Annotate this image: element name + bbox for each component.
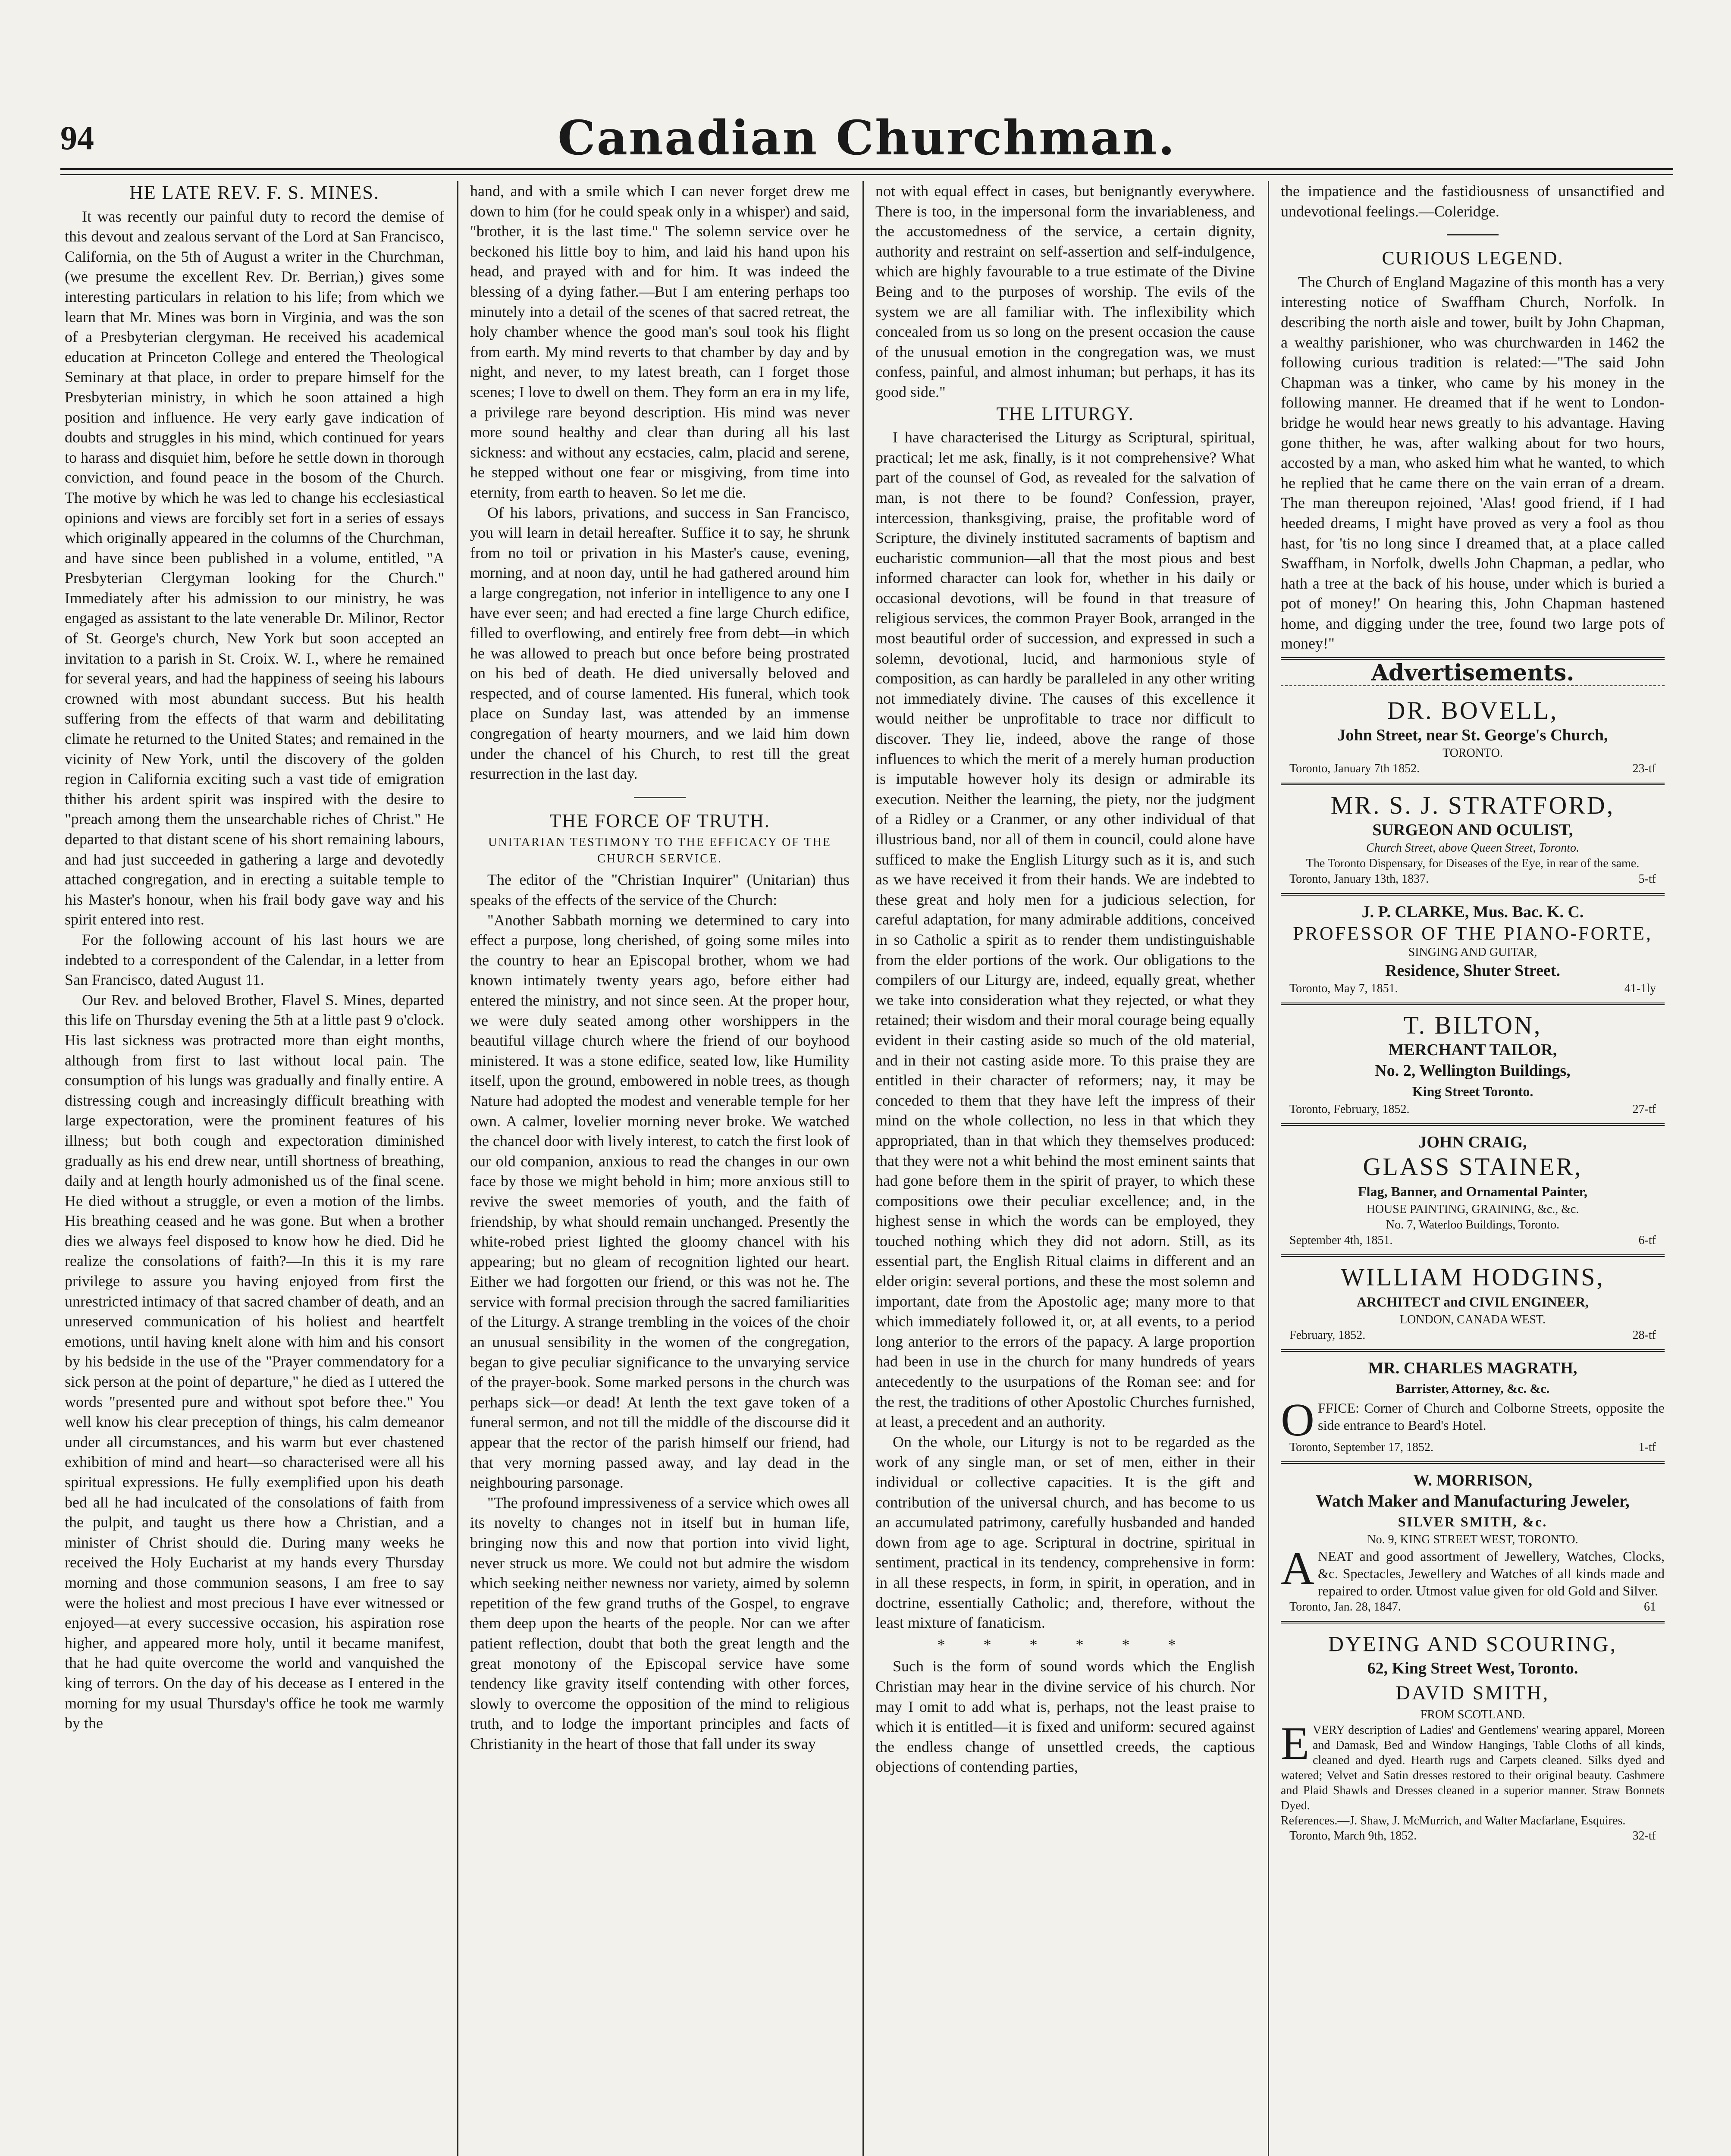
newspaper-title: Canadian Churchman. [558,110,1176,166]
ad-title: PROFESSOR OF THE PIANO-FORTE, [1293,922,1653,944]
ad-footer [1281,871,1665,887]
ad-footer [1281,1828,1665,1844]
paragraph: The editor of the "Christian Inquirer" (Unitarian) thus speaks of the effects of the service of the Church: [470,871,850,909]
paragraph: Of his labors, privations, and success in San Francisco, you will learn in detail hereafter. Suffice it to say, he shrunk from no toil or privation in his Master's cause, evening, morning, and at noon day, until he had gathered around him a large congregation, not inferior in intelligence to any one I have ever seen; and had erected a fine large Church edifice, filled to overflowing, and entirely free from debt—in which he was allowed to preach but once before being prostrated on his bed of death. He died universally beloved and respected, and of course lamented. His funeral, which took place on Sunday last, was attended by an immense congregation of hearty mourners, and we laid him down under the chancel of his Church, to rest till the great resurrection in the last day. [470,504,850,783]
ad-code: 61 [1644,1600,1656,1614]
ad-magrath [1281,1355,1665,1458]
ad-city: LONDON, CANADA WEST. [1399,1313,1546,1326]
ad-code: 27-tf [1632,1102,1656,1116]
ad-address: 62, King Street West, Toronto. [1367,1659,1578,1677]
ad-bilton [1281,1009,1665,1120]
ad-address: Church Street, above Queen Street, Toronto. [1366,841,1580,855]
column-divider [1268,181,1269,2156]
section-rule [1447,234,1499,235]
ad-address: John Street, near St. George's Church, [1337,726,1608,744]
ad-address: No. 2, Wellington Buildings, [1375,1061,1571,1080]
paragraph: the impatience and the fastidiousness of unsanctified and undevotional feelings.—Coleridge. [1281,182,1665,220]
ad-date: Toronto, May 7, 1851. [1289,981,1398,995]
ad-title: ARCHITECT and CIVIL ENGINEER, [1356,1294,1589,1310]
ad-city: TORONTO. [1442,746,1503,760]
ad-office [1281,1394,1665,1446]
article-heading-liturgy: THE LITURGY. [996,403,1134,424]
ad-name: MR. S. J. STRATFORD, [1330,791,1615,819]
masthead [60,110,1673,166]
ad-date: Toronto, Jan. 28, 1847. [1289,1600,1401,1614]
ad-subtitle: Flag, Banner, and Ornamental Painter, [1358,1183,1587,1199]
ad-description [1281,1542,1665,1599]
ad-stratford [1281,789,1665,890]
ad-subtitle-2: HOUSE PAINTING, GRAINING, &c., &c. [1366,1202,1579,1216]
ad-separator [1281,1123,1665,1126]
ad-description-text: VERY description of Ladies' and Gentlemens' wearing apparel, Moreen and Damask, Bed and Window Hangings, Table Cloths of all kinds, cleaned and dyed. Hearth rugs and Carpets cleaned. Silks dyed and watered; Velvet and Satin dresses restored to their original beauty. Cashmere and Plaid Shawls and Dresses cleaned in a superior manner. Straw Bonnets Dyed. [1281,1723,1665,1812]
ad-separator [1281,783,1665,785]
ad-name: JOHN CRAIG, [1418,1133,1527,1151]
paragraph: hand, and with a smile which I can never forget drew me down to him (for he could speak only in a whisper) and said, "brother, it is the last time." The solemn service over he beckoned his little boy to him, and laid his hand upon his head, and prayed with and for him. It was indeed the blessing of a dying father.—But I am entering perhaps too minutely into a detail of the scenes of that sacred retreat, the holy chamber whence the good man's soul took his flight from earth. My mind reverts to that chamber by day and by night, and never, to my latest breath, can I forget those scenes; I love to dwell on them. They form an era in my life, a privilege rare beyond description. His mind was never more sound healthy and clear than during all his last sickness: and without any ecstacies, calm, placid and serene, he stepped without one fear or misgiving, from time into eternity, from earth to heaven. So let me die. [470,182,850,501]
ad-separator [1281,1621,1665,1623]
ad-code: 23-tf [1632,761,1656,775]
ad-date: Toronto, February, 1852. [1289,1102,1410,1116]
ad-code: 5-tf [1638,872,1656,886]
ad-footer [1281,1102,1665,1117]
article-heading-legend: CURIOUS LEGEND. [1382,248,1564,269]
column-1 [65,181,444,2156]
article-heading-force-of-truth: THE FORCE OF TRUTH. [549,810,770,831]
ad-code: 28-tf [1632,1328,1656,1342]
paragraph: The Church of England Magazine of this month has a very interesting notice of Swaffham Church, Norfolk. In describing the north aisle and tower, built by John Chapman, a wealthy parishioner, who was churchwarden in 1462 the following curious tradition is related:—"The said John Chapman was a tinker, who came by his money in the following manner. He dreamed that if he went to London-bridge he would hear news greatly to his advantage. Having gone thither, he was, after walking about for two hours, accosted by a man, who asked him what he wanted, to which he replied that he came there on the vain erran of a dream. The man thereupon rejoined, 'Alas! good friend, if I had heeded dreams, I might have proved as very a fool as thou hast, for 'tis no long since I dreamed that, at a place called Swaffham, in Norfolk, dwells John Chapman, a pedlar, who hath a tree at the back of his house, under which is buried a pot of money!' On hearing this, John Chapman hastened home, and digging under the tree, found two large pots of money!" [1281,273,1665,652]
paragraph: "The profound impressiveness of a service which owes all its novelty to changes not in itself but in human life, bringing now this and now that portion into vivid light, never struck us more. We could not but admire the wisdom which seeking neither newness nor variety, aimed by solemn repetition of the few grand truths of the Gospel, to engrave them deep upon the hearts of the people. Nor can we after patient reflection, doubt that both the great length and the great monotony of the Episcopal service have some tendency like gravity itself contending with other forces, slowly to overcome the opposition of the mind to religious truth, and to lodge the important principles and facts of Christianity in the heart of those that fall under its sway [470,1494,850,1752]
ad-note: The Toronto Dispensary, for Diseases of the Eye, in rear of the same. [1306,856,1640,870]
ad-person: DAVID SMITH, [1395,1681,1550,1704]
ad-subtitle: SILVER SMITH, &c. [1398,1514,1548,1529]
ad-name: DYEING AND SCOURING, [1328,1631,1618,1656]
ad-separator [1281,1461,1665,1464]
ad-footer [1281,981,1665,997]
ad-date: February, 1852. [1289,1328,1366,1342]
column-2 [470,181,850,2156]
ad-name: WILLIAM HODGINS, [1341,1263,1605,1291]
ad-title: GLASS STAINER, [1363,1152,1583,1181]
ad-name: J. P. CLARKE, Mus. Bac. K. C. [1361,903,1584,921]
ad-separator [1281,1349,1665,1352]
column-divider [862,181,864,2156]
ad-footer [1281,761,1665,777]
ad-name: DR. BOVELL, [1387,696,1559,724]
drop-cap: O [1281,1394,1314,1446]
ad-title: SURGEON AND OCULIST, [1372,821,1573,839]
ad-address: No. 9, KING STREET WEST, TORONTO. [1367,1532,1578,1546]
ad-footer [1281,1440,1665,1455]
ad-city: King Street Toronto. [1412,1083,1533,1099]
ad-date: Toronto, March 9th, 1852. [1289,1829,1417,1843]
ad-smith [1281,1627,1665,1846]
ads-heading: Advertisements. [1371,660,1574,686]
ad-hodgins [1281,1260,1665,1346]
column-3 [875,181,1255,2156]
article-heading-mines: HE LATE REV. F. S. MINES. [129,182,379,203]
ad-clarke [1281,899,1665,999]
ad-craig [1281,1129,1665,1251]
paragraph: "Another Sabbath morning we determined to cary into effect a purpose, long cherished, of going some miles into the country to hear an Episcopal brother, whom we had known intimately twenty years ago, before either had entered the ministry, and not since seen. At the proper hour, we were duly seated among other worshippers in the beautiful village church where the friend of our boyhood ministered. It was a stone edifice, seated low, like Humility itself, upon the ground, embowered in noble trees, as though Nature had adopted the modest and venerable temple for her own. A calmer, lovelier morning never broke. We watched the chancel door with lively interest, to catch the first look of our old companion, anxious to read the changes in our own face by those we might behold in him; more anxious still to revive the sweet memories of youth, and the faith of friendship, by what should remain unchanged. Presently the white-robed priest lighted the gloomy chancel with his appearing; but no gleam of recognition lighted our heart. Either we had forgotten our friend, or this was not he. The service with formal precision through the sacred familiarities of the Liturgy. A strange trembling in the voices of the choir an unusual sensibility in the women of the congregation, began to give peculiar significance to the unvarying service of the prayer-book. Some marked persons in the church was perhaps sick—or dead! At lenth the text gave token of a funeral sermon, and not till the middle of the discourse did it appear that the rector of the parish himself our friend, had that very morning passed away, and lay dead in the neighbouring parsonage. [470,911,850,1492]
ad-title: Watch Maker and Manufacturing Jeweler, [1316,1491,1630,1510]
drop-cap: E [1281,1717,1309,1769]
ad-separator [1281,893,1665,896]
ad-separator [1281,1003,1665,1005]
ad-origin: FROM SCOTLAND. [1420,1708,1525,1721]
ad-footer [1281,1233,1665,1248]
ad-date: September 4th, 1851. [1289,1233,1393,1247]
ad-references: References.—J. Shaw, J. McMurrich, and Walter Macfarlane, Esquires. [1281,1814,1626,1827]
ad-date: Toronto, January 7th 1852. [1289,761,1420,775]
ad-title: MERCHANT TAILOR, [1388,1040,1557,1059]
paragraph: Such is the form of sound words which the English Christian may hear in the divine service of his church. Nor may I omit to add what is, perhaps, not the least praise to which it is entitled—it is fixed and uniform: secured against the endless change of unsettled creeds, the captious objections of contending parties, [875,1658,1255,1776]
paragraph: For the following account of his last hours we are indebted to a correspondent of the Calendar, in a letter from San Francisco, dated August 11. [65,931,444,989]
ad-name: W. MORRISON, [1413,1471,1533,1489]
ad-office-text: FFICE: Corner of Church and Colborne Streets, opposite the side entrance to Beard's Hotel. [1318,1400,1665,1433]
ad-subtitle: SINGING AND GUITAR, [1408,945,1537,959]
header-rule [60,168,1673,175]
ad-name: MR. CHARLES MAGRATH, [1368,1359,1577,1377]
ad-description [1281,1717,1665,1813]
ad-footer [1281,1328,1665,1343]
ad-date: Toronto, January 13th, 1837. [1289,872,1429,886]
ad-separator [1281,1254,1665,1257]
paragraph: not with equal effect in cases, but benignantly everywhere. There is too, in the impersonal form the invariableness, and the accustomedness of the service, a certain dignity, authority and restraint on self-assertion and self-indulgence, which are highly favourable to a true estimate of the Divine Being and to the purposes of worship. The evils of the system we are all familiar with. The inflexibility which concealed from us so long on the present occasion the cause of the unusual emotion in the congregation was, we must confess, painful, and almost inhuman; but perhaps, it has its good side." [875,182,1255,401]
ad-bovell [1281,694,1665,779]
page-number: 94 [60,119,94,157]
paragraph: I have characterised the Liturgy as Scriptural, spiritual, practical; let me ask, finally, is it not comprehensive? What part of the counsel of God, as revealed for the salvation of man, is not there to be found? Confession, prayer, intercession, thanksgiving, praise, the profitable word of Scripture, the divinely instituted sacraments of baptism and eucharistic communion—all that the most pious and best informed character can look for, whether in his daily or occasional devotions, will be found in that treasure of religious services, the common Prayer Book, arranged in the most beautiful order of succession, and expressed in such a solemn, devotional, lucid, and harmonious style of composition, as can hardly be paralleled in any other writing not immediately divine. The causes of this excellence it would neither be unprofitable to trace nor difficult to discover. They lie, indeed, above the range of those influences to which the merit of a merely human production is imputable however holy its design or admirable its execution. Neither the learning, the piety, nor the judgment of a Ridley or a Cranmer, or any other individual of that illustrious band, nor all of them in council, could alone have sufficed to make the English Liturgy such as it is, and such as we have received it from their hands. We are indebted to these great and holy men for a judicious selection, for careful adaptation, for many admirable additions, conceived in so Catholic a spirit as to render them undistinguishable from the elder portions of the work. Our obligations to the compilers of our Liturgy are, indeed, equally great, whether we take into consideration what they rejected, or what they retained; their wisdom and their moral courage being equally evident in their casting aside so much of the old material, and in their not casting aside more. To this praise they are entitled in their character of reformers; nay, it may be conceded to them that they have left the impress of their mind on the whole collection, no less in that which they appropriated, than in that which they themselves produced: that they were not a whit behind the most eminent saints that had gone before them in the spirit of prayer, to which these compositions owe their peculiar excellence; and, in the highest sense in which the words can be employed, they touched nothing which they did not adorn. Still, as its essential part, the English Ritual claims in different and an elder origin: several portions, and these the most solemn and important, date from the Apostolic age; many more to that which immediately followed it, or, at all events, to a period long anterior to the errors of the papacy. A large proportion had been in use in the church for many hundreds of years antecedently to the usurpations of the Roman see: and for the rest, the traditions of other Apostolic Churches furnished, at least, a precedent and an authority. [875,429,1255,1431]
ad-code: 41-1ly [1624,981,1656,995]
ad-address: Residence, Shuter Street. [1385,961,1560,980]
ad-description-text: NEAT and good assortment of Jewellery, Watches, Clocks, &c. Spectacles, Jewellery and Watches of all kinds made and repaired to order. Utmost value given for old Gold and Silver. [1318,1548,1665,1598]
paragraph: On the whole, our Liturgy is not to be regarded as the work of any single man, or set of men, either in their individual or collective capacities. It is the gift and contribution of the universal church, and has become to us an accumulated patrimony, carefully husbanded and handed down from age to age. Scriptural in doctrine, spiritual in sentiment, practical in its tendency, comprehensive in form: in all these respects, in form, in spirit, in operation, and in doctrine, essentially Catholic; and, therefore, without the least mixture of fanaticism. [875,1433,1255,1632]
ad-code: 32-tf [1632,1829,1656,1843]
ad-morrison [1281,1467,1665,1617]
column-divider [457,181,458,2156]
section-rule [634,797,686,798]
ad-code: 1-tf [1638,1440,1656,1454]
section-stars: * * * * * * [937,1636,1193,1653]
ad-date: Toronto, September 17, 1852. [1289,1440,1433,1454]
ad-title: Barrister, Attorney, &c. &c. [1395,1381,1550,1396]
ad-address: No. 7, Waterloo Buildings, Toronto. [1386,1218,1560,1232]
article-subheading: UNITARIAN TESTIMONY TO THE EFFICACY OF THE CHURCH SERVICE. [488,836,831,866]
ad-footer [1281,1599,1665,1615]
column-4 [1281,181,1665,2156]
ad-name: T. BILTON, [1403,1011,1542,1039]
paragraph: Our Rev. and beloved Brother, Flavel S. Mines, departed this life on Thursday evening the 5th at a little past 9 o'clock. His last sickness was protracted more than eight months, although from first to last without local pain. The consumption of his lungs was gradually and finally entire. A distressing cough and increasingly difficult breathing with large expectoration, were the prominent features of his illness; but both cough and expectoration diminished gradually as his end drew near, untill shortness of breathing, daily and at length hourly admonished us of the final scene. He died without a struggle, or even a motion of the limbs. His breathing ceased and he was gone. But when a brother dies we always feel disposed to know how he died. Did he realize the consolations of faith?—In this it is my rare privilege to assure you having enjoyed from first the unrestricted intimacy of that sacred chamber of death, and an unreserved communication of his holiest and heartfelt emotions, until having knelt alone with him and his consort by his bedside in the use of the "Prayer commendatory for a sick person at the point of departure," he died as I uttered the words "presented pure and without spot before thee." You well know his clear preception of things, his calm demeanor under all circumstances, and his warm but ever chastened exhibition of mind and heart—so characterised were all his spiritual expressions. He fully exemplified upon his death bed all he had inculcated of the consolations of faith from the pulpit, and taught us there how a Christian, and a minister of Christ should die. During many weeks he received the Holy Eucharist at my hands every Thursday morning and those communion seasons, I am free to say were the holiest and most precious I have ever witnessed or enjoyed—at every successive occasion, his aspiration rose higher, and appeared more holy, until it became manifest, that he had quite overcome the world and vanquished the king of terrors. On the day of his decease as I entered in the morning for my usual Thursday's office he took me warmly by the [65,991,444,1732]
paragraph: It was recently our painful duty to record the demise of this devout and zealous servant of the Lord at San Francisco, California, on the 5th of August a writer in the Churchman, (we presume the excellent Rev. Dr. Berrian,) gives some interesting particulars in relation to his life; from which we learn that Mr. Mines was born in Virginia, and was the son of a Presbyterian clergyman. He received his academical education at Princeton College and entered the Theological Seminary at that place, in order to prepare himself for the Presbyterian ministry, in which he soon attained a high position and influence. He very early gave indication of doubts and struggles in his mind, which continued for years to harass and disquiet him, before he settle down in thorough conviction, and found peace in the bosom of the Church. The motive by which he was led to change his ecclesiastical opinions and views are forcibly set fort in a series of essays which originally appeared in the columns of the Churchman, and have since been published in a volume, entitled, "A Presbyterian Clergyman looking for the Church." Immediately after his admission to our ministry, he was engaged as assistant to the late venerable Dr. Milinor, Rector of St. George's church, New York but soon accepted an invitation to a parish in St. Croix. W. I., where he remained for several years, and had the happiness of seeing his labours crowned with most abundant success. But his health suffering from the effects of that warm and debilitating climate he returned to the United States; and remained in the vicinity of New York, until the discovery of the golden region in California exciting such a vast tide of emigration thither his ardent spirit was inspired with the desire to "preach among them the unsearchable riches of Christ." He departed to that distant scene of his short remaining labours, and had just succeeded in gathering a large and devotedly attached congregation, and in erecting a suitable temple to his Master's honour, when his frail body gave way and his spirit entered into rest. [65,207,444,928]
drop-cap: A [1281,1542,1314,1594]
ad-code: 6-tf [1638,1233,1656,1247]
